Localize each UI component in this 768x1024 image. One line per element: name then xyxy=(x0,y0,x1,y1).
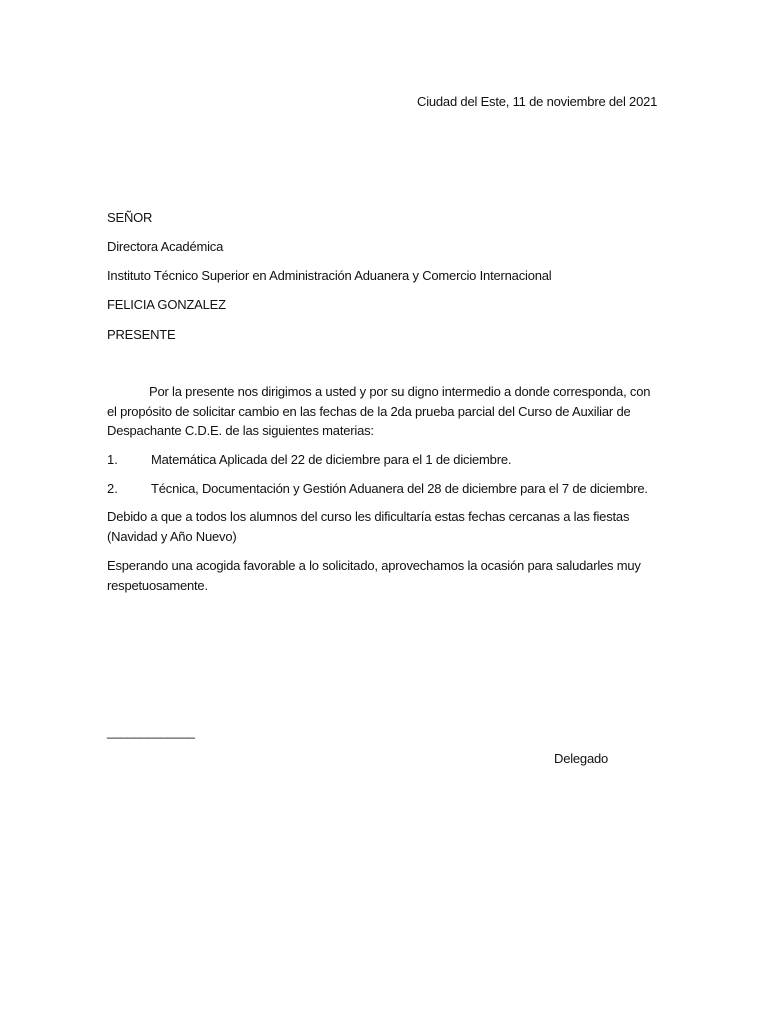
list-item-text: Técnica, Documentación y Gestión Aduanera del 28 de diciembre para el 7 de diciembre. xyxy=(151,481,648,496)
closing-paragraph: Esperando una acogida favorable a lo solicitado, aprovechamos la ocasión para saludarles muy respetuosamente. xyxy=(107,558,641,593)
list-item-text: Matemática Aplicada del 22 de diciembre para el 1 de diciembre. xyxy=(151,452,512,467)
list-item-number: 2. xyxy=(107,481,118,496)
signature-line: _____________ xyxy=(107,724,195,739)
recipient-presente: PRESENTE xyxy=(107,327,176,342)
list-item-number: 1. xyxy=(107,452,118,467)
recipient-institution: Instituto Técnico Superior en Administración Aduanera y Comercio Internacional xyxy=(107,268,552,283)
recipient-salutation: SEÑOR xyxy=(107,210,153,225)
reason-paragraph: Debido a que a todos los alumnos del curso les dificultaría estas fechas cercanas a las fiestas (Navidad y Año Nuevo) xyxy=(107,509,630,544)
recipient-title: Directora Académica xyxy=(107,239,224,254)
intro-paragraph: Por la presente nos dirigimos a usted y por su digno intermedio a donde corresponda, con el propósito de solicitar cambio en las fechas de la 2da prueba parcial del Curso de Auxiliar de Despachante C.D.E. de las siguientes materias: xyxy=(107,384,651,438)
signer-role: Delegado xyxy=(554,751,609,766)
recipient-name: FELICIA GONZALEZ xyxy=(107,297,226,312)
date-line: Ciudad del Este, 11 de noviembre del 2021 xyxy=(417,94,658,109)
